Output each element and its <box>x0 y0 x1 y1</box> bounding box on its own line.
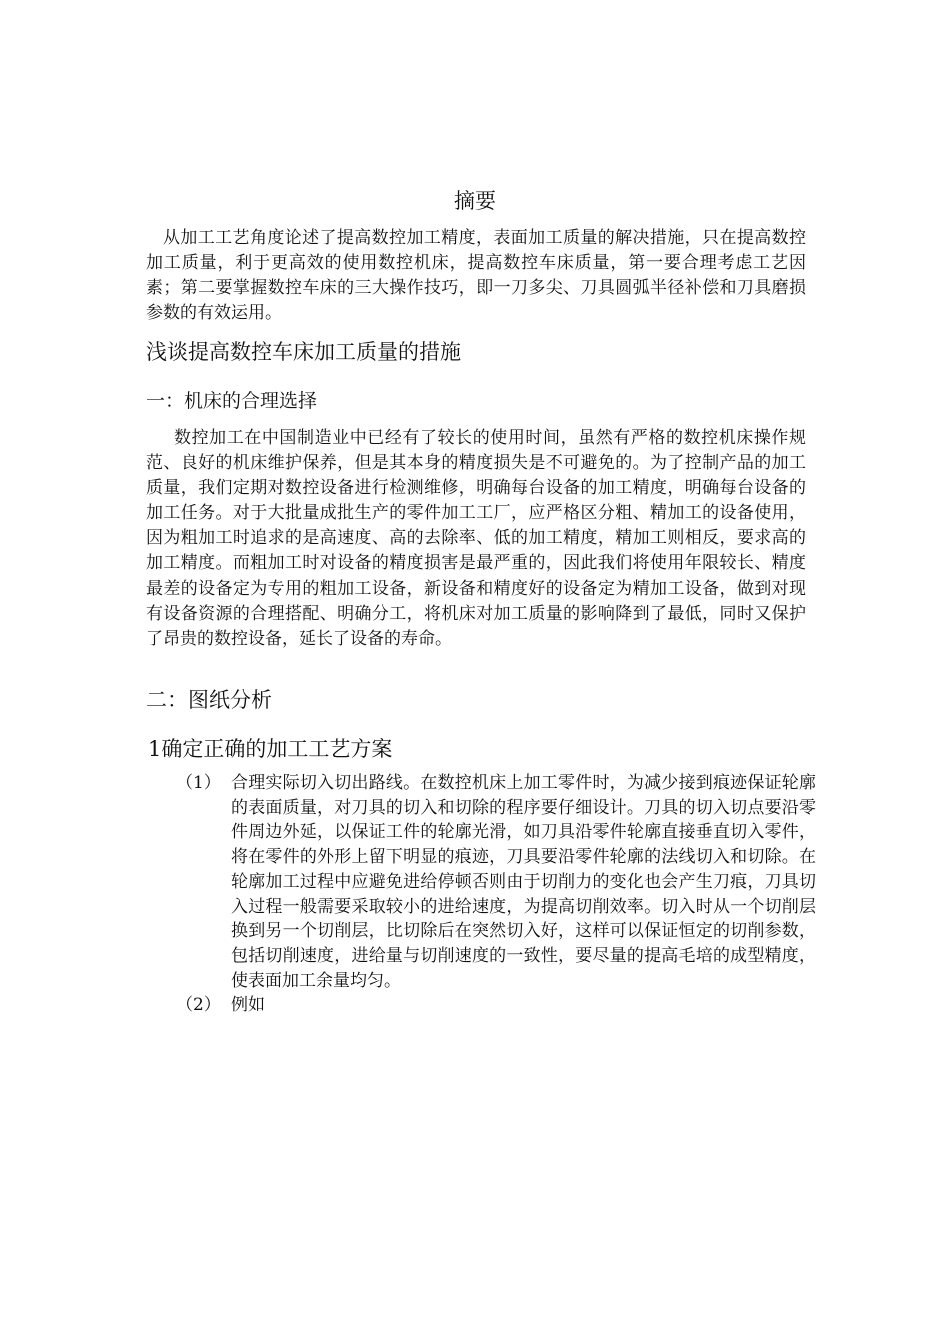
list-item-text: 合理实际切入切出路线。在数控机床上加工零件时，为减少接到痕迹保证轮廓的表面质量，对刀具的切入和切除的程序要仔细设计。刀具的切入切点要沿零件周边外延，以保证工件的轮廓光滑，如刀具沿零件轮廓直接垂直切入零件，将在零件的外形上留下明显的痕迹，刀具要沿零件轮廓的法线切入和切除。在轮廓加工过程中应避免进给停顿否则由于切削力的变化也会产生刀痕，刀具切入过程一般需要采取较小的进给速度，为提高切削效率。切入时从一个切削层换到另一个切削层，比切除后在突然切入好，这样可以保证恒定的切削参数，包括切削速度，进给量与切削速度的一致性，要尽量的提高毛培的成型精度，使表面加工余量均匀。 <box>231 773 816 991</box>
document-title: 浅谈提高数控车床加工质量的措施 <box>146 340 461 364</box>
section1-body: 数控加工在中国制造业中已经有了较长的使用时间，虽然有严格的数控机床操作规范、良好的机床维护保养，但是其本身的精度损失是不可避免的。为了控制产品的加工质量，我们定期对数控设备进行检测维修，明确每台设备的加工精度，明确每台设备的加工任务。对于大批量成批生产的零件加工工厂，应严格区分粗、精加工的设备使用，因为粗加工时追求的是高速度、高的去除率、低的加工精度，精加工则相反，要求高的加工精度。而粗加工时对设备的精度损害是最严重的，因此我们将使用年限较长、精度最差的设备定为专用的粗加工设备，新设备和精度好的设备定为精加工设备，做到对现有设备资源的合理搭配、明确分工，将机床对加工质量的影响降到了最低，同时又保护了昂贵的数控设备，延长了设备的寿命。 <box>146 428 806 649</box>
subsection-heading: 1确定正确的加工工艺方案 <box>148 737 393 761</box>
section2-heading: 二：图纸分析 <box>146 688 272 712</box>
list-item-marker: （2） <box>176 995 221 1016</box>
numbered-list <box>176 771 816 1018</box>
list-item <box>176 993 816 1018</box>
list-item <box>176 771 816 993</box>
list-item-marker: （1） <box>176 773 221 793</box>
abstract-body: 从加工工艺角度论述了提高数控加工精度，表面加工质量的解决措施，只在提高数控加工质量，利于更高效的使用数控机床，提高数控车床质量，第一要合理考虑工艺因素；第二要掌握数控车床的三大操作技巧，即一刀多尖、刀具圆弧半径补偿和刀具磨损参数的有效运用。 <box>146 228 806 323</box>
list-item-text: 例如 <box>231 995 265 1016</box>
abstract-title: 摘要 <box>454 189 496 213</box>
section1-heading: 一：机床的合理选择 <box>146 390 318 412</box>
